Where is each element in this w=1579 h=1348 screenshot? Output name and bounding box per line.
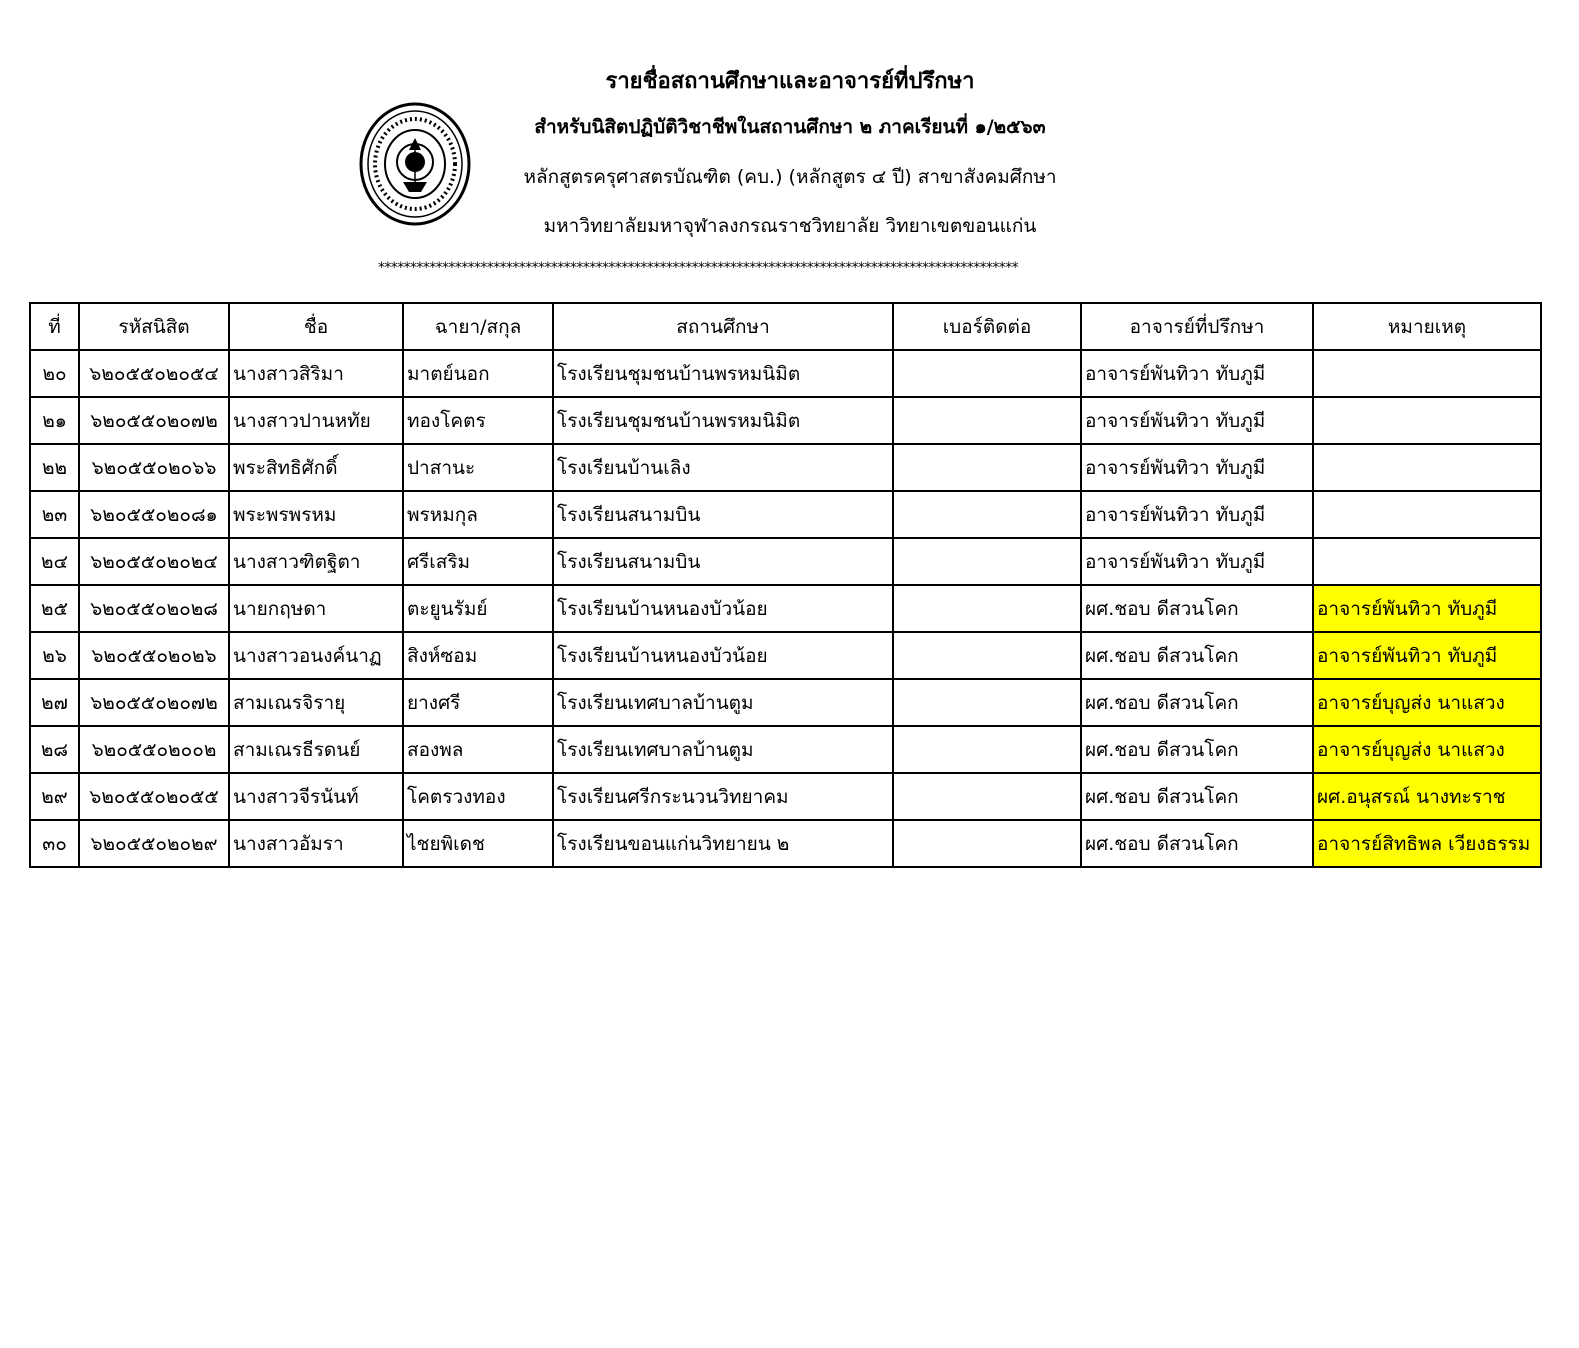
cell-student-id: ๖๒๐๕๕๐๒๐๗๒ xyxy=(79,679,229,726)
cell-advisor: ผศ.ชอบ ดีสวนโคก xyxy=(1081,585,1313,632)
cell-school: โรงเรียนบ้านหนองบัวน้อย xyxy=(553,632,893,679)
cell-phone xyxy=(893,538,1081,585)
col-header-surname: ฉายา/สกุล xyxy=(403,303,553,350)
table-row xyxy=(30,585,1541,632)
cell-student-id: ๖๒๐๕๕๐๒๐๐๒ xyxy=(79,726,229,773)
table-row xyxy=(30,397,1541,444)
cell-phone xyxy=(893,773,1081,820)
cell-advisor: อาจารย์พันทิวา ทับภูมี xyxy=(1081,350,1313,397)
cell-surname: พรหมกุล xyxy=(403,491,553,538)
cell-school: โรงเรียนศรีกระนวนวิทยาคม xyxy=(553,773,893,820)
col-header-note: หมายเหตุ xyxy=(1313,303,1541,350)
cell-name: นางสาวจีรนันท์ xyxy=(229,773,403,820)
cell-name: พระพรพรหม xyxy=(229,491,403,538)
table-row xyxy=(30,679,1541,726)
cell-phone xyxy=(893,585,1081,632)
cell-advisor: อาจารย์พันทิวา ทับภูมี xyxy=(1081,491,1313,538)
cell-advisor: ผศ.ชอบ ดีสวนโคก xyxy=(1081,773,1313,820)
cell-phone xyxy=(893,350,1081,397)
cell-note: ผศ.อนุสรณ์ นางทะราช xyxy=(1313,773,1541,820)
cell-student-id: ๖๒๐๕๕๐๒๐๖๖ xyxy=(79,444,229,491)
cell-advisor: อาจารย์พันทิวา ทับภูมี xyxy=(1081,444,1313,491)
cell-no: ๒๘ xyxy=(30,726,79,773)
university-name: มหาวิทยาลัยมหาจุฬาลงกรณราชวิทยาลัย วิทยาเขตขอนแก่น xyxy=(543,215,1037,237)
cell-no: ๒๙ xyxy=(30,773,79,820)
cell-no: ๒๒ xyxy=(30,444,79,491)
cell-note: อาจารย์พันทิวา ทับภูมี xyxy=(1313,632,1541,679)
cell-name: นางสาวอัมรา xyxy=(229,820,403,867)
col-header-no: ที่ xyxy=(30,303,79,350)
cell-note xyxy=(1313,350,1541,397)
table-row xyxy=(30,773,1541,820)
cell-phone xyxy=(893,444,1081,491)
cell-note: อาจารย์สิทธิพล เวียงธรรม xyxy=(1313,820,1541,867)
cell-student-id: ๖๒๐๕๕๐๒๐๘๑ xyxy=(79,491,229,538)
cell-no: ๒๑ xyxy=(30,397,79,444)
cell-no: ๒๓ xyxy=(30,491,79,538)
cell-surname: ไชยพิเดช xyxy=(403,820,553,867)
cell-note: อาจารย์บุญส่ง นาแสวง xyxy=(1313,679,1541,726)
col-header-name: ชื่อ xyxy=(229,303,403,350)
cell-phone xyxy=(893,491,1081,538)
cell-name: นางสาวปานหทัย xyxy=(229,397,403,444)
cell-name: นางสาวฑิตฐิตา xyxy=(229,538,403,585)
cell-advisor: อาจารย์พันทิวา ทับภูมี xyxy=(1081,397,1313,444)
cell-school: โรงเรียนสนามบิน xyxy=(553,491,893,538)
cell-phone xyxy=(893,726,1081,773)
cell-school: โรงเรียนขอนแก่นวิทยายน ๒ xyxy=(553,820,893,867)
cell-school: โรงเรียนเทศบาลบ้านตูม xyxy=(553,726,893,773)
cell-student-id: ๖๒๐๕๕๐๒๐๒๙ xyxy=(79,820,229,867)
cell-no: ๓๐ xyxy=(30,820,79,867)
cell-surname: ยางศรี xyxy=(403,679,553,726)
cell-school: โรงเรียนเทศบาลบ้านตูม xyxy=(553,679,893,726)
document-subtitle: สำหรับนิสิตปฏิบัติวิชาชีพในสถานศึกษา ๒ ภาคเรียนที่ ๑/๒๕๖๓ xyxy=(534,116,1046,138)
col-header-phone: เบอร์ติดต่อ xyxy=(893,303,1081,350)
table-row xyxy=(30,726,1541,773)
document-title: รายชื่อสถานศึกษาและอาจารย์ที่ปรึกษา xyxy=(605,69,975,94)
cell-name: สามเณรธีรดนย์ xyxy=(229,726,403,773)
table-row xyxy=(30,820,1541,867)
cell-surname: ปาสานะ xyxy=(403,444,553,491)
cell-advisor: ผศ.ชอบ ดีสวนโคก xyxy=(1081,632,1313,679)
cell-student-id: ๖๒๐๕๕๐๒๐๒๘ xyxy=(79,585,229,632)
cell-surname: สิงห์ซอม xyxy=(403,632,553,679)
cell-advisor: ผศ.ชอบ ดีสวนโคก xyxy=(1081,820,1313,867)
cell-surname: ศรีเสริม xyxy=(403,538,553,585)
cell-name: สามเณรจิรายุ xyxy=(229,679,403,726)
cell-student-id: ๖๒๐๕๕๐๒๐๒๔ xyxy=(79,538,229,585)
cell-school: โรงเรียนบ้านเลิง xyxy=(553,444,893,491)
cell-note: อาจารย์พันทิวา ทับภูมี xyxy=(1313,585,1541,632)
cell-no: ๒๗ xyxy=(30,679,79,726)
cell-advisor: ผศ.ชอบ ดีสวนโคก xyxy=(1081,679,1313,726)
cell-school: โรงเรียนชุมชนบ้านพรหมนิมิต xyxy=(553,350,893,397)
cell-name: นายกฤษดา xyxy=(229,585,403,632)
cell-note xyxy=(1313,444,1541,491)
cell-surname: มาตย์นอก xyxy=(403,350,553,397)
cell-note xyxy=(1313,538,1541,585)
cell-advisor: อาจารย์พันทิวา ทับภูมี xyxy=(1081,538,1313,585)
table-body xyxy=(30,350,1541,867)
table-row xyxy=(30,491,1541,538)
cell-surname: ทองโคตร xyxy=(403,397,553,444)
title-block xyxy=(420,58,1160,250)
cell-surname: ตะยูนรัมย์ xyxy=(403,585,553,632)
student-table xyxy=(29,302,1542,868)
cell-phone xyxy=(893,679,1081,726)
cell-note: อาจารย์บุญส่ง นาแสวง xyxy=(1313,726,1541,773)
document-header xyxy=(0,0,1579,300)
cell-school: โรงเรียนสนามบิน xyxy=(553,538,893,585)
cell-name: นางสาวอนงค์นาฏ xyxy=(229,632,403,679)
cell-surname: สองพล xyxy=(403,726,553,773)
cell-student-id: ๖๒๐๕๕๐๒๐๗๒ xyxy=(79,397,229,444)
table-row xyxy=(30,632,1541,679)
cell-school: โรงเรียนบ้านหนองบัวน้อย xyxy=(553,585,893,632)
cell-phone xyxy=(893,397,1081,444)
cell-phone xyxy=(893,632,1081,679)
cell-note xyxy=(1313,397,1541,444)
cell-no: ๒๐ xyxy=(30,350,79,397)
col-header-student-id: รหัสนิสิต xyxy=(79,303,229,350)
cell-student-id: ๖๒๐๕๕๐๒๐๕๕ xyxy=(79,773,229,820)
cell-no: ๒๕ xyxy=(30,585,79,632)
table-header-row xyxy=(30,303,1541,350)
col-header-advisor: อาจารย์ที่ปรึกษา xyxy=(1081,303,1313,350)
cell-phone xyxy=(893,820,1081,867)
table-row xyxy=(30,350,1541,397)
table-row xyxy=(30,444,1541,491)
cell-no: ๒๖ xyxy=(30,632,79,679)
cell-name: พระสิทธิศักดิ์ xyxy=(229,444,403,491)
cell-name: นางสาวสิริมา xyxy=(229,350,403,397)
cell-no: ๒๔ xyxy=(30,538,79,585)
cell-surname: โคตรวงทอง xyxy=(403,773,553,820)
table-row xyxy=(30,538,1541,585)
cell-student-id: ๖๒๐๕๕๐๒๐๕๔ xyxy=(79,350,229,397)
separator-line: **************************************************************************************************** xyxy=(378,260,1019,276)
cell-student-id: ๖๒๐๕๕๐๒๐๒๖ xyxy=(79,632,229,679)
program-name: หลักสูตรครุศาสตรบัณฑิต (คบ.) (หลักสูตร ๔ ปี) สาขาสังคมศึกษา xyxy=(523,166,1057,188)
col-header-school: สถานศึกษา xyxy=(553,303,893,350)
cell-advisor: ผศ.ชอบ ดีสวนโคก xyxy=(1081,726,1313,773)
cell-school: โรงเรียนชุมชนบ้านพรหมนิมิต xyxy=(553,397,893,444)
cell-note xyxy=(1313,491,1541,538)
